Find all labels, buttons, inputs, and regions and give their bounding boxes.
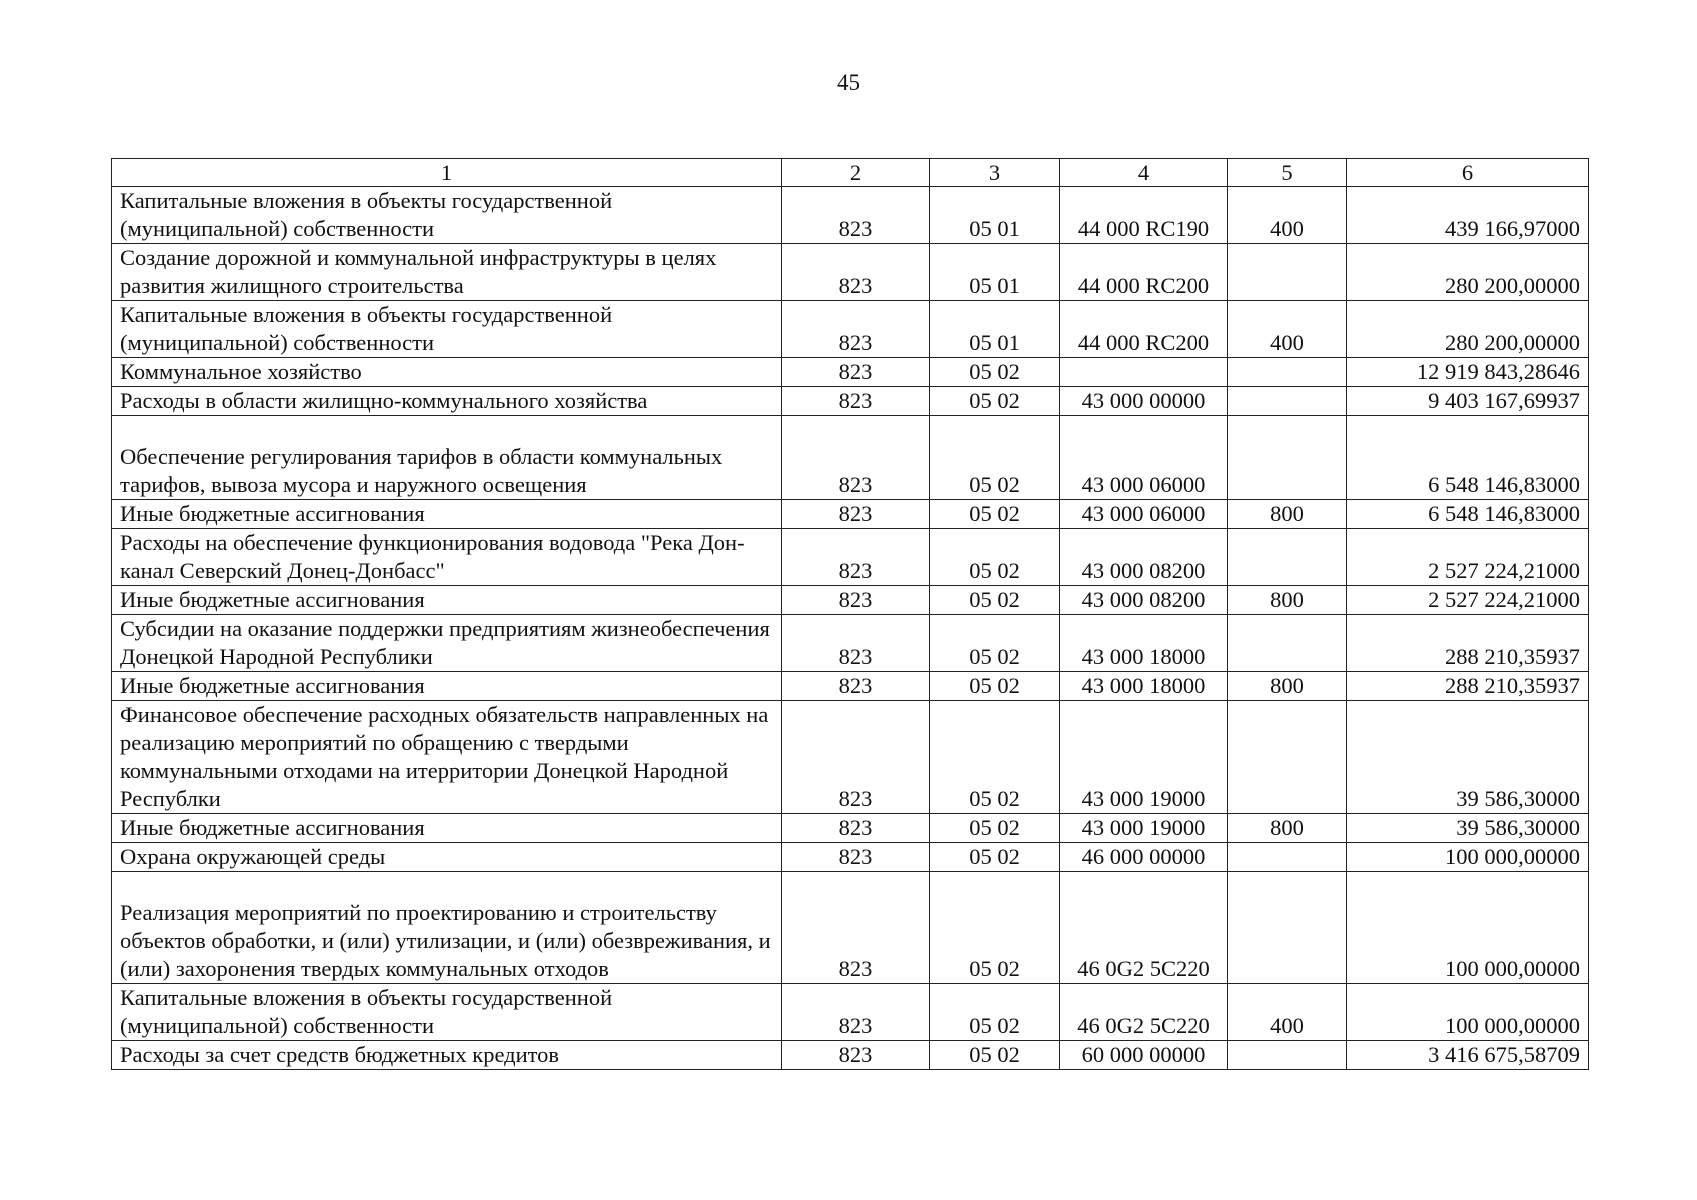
cell-expense-type <box>1228 387 1347 416</box>
cell-section: 05 02 <box>930 672 1060 701</box>
cell-name: Иные бюджетные ассигнования <box>112 672 782 701</box>
cell-amount: 39 586,30000 <box>1347 701 1589 814</box>
column-header-4: 4 <box>1060 159 1228 187</box>
cell-name: Обеспечение регулирования тарифов в области коммунальных тарифов, вывоза мусора и наружного освещения <box>112 416 782 500</box>
cell-target-code: 46 0G2 5C220 <box>1060 984 1228 1041</box>
cell-name: Финансовое обеспечение расходных обязательств направленных на реализацию мероприятий по обращению с твердыми коммунальными отходами на итерритории Донецкой Народной Республки <box>112 701 782 814</box>
cell-amount: 2 527 224,21000 <box>1347 529 1589 586</box>
cell-kfsr: 823 <box>782 984 930 1041</box>
cell-expense-type: 800 <box>1228 586 1347 615</box>
cell-expense-type <box>1228 843 1347 872</box>
cell-kfsr: 823 <box>782 586 930 615</box>
table-row <box>112 615 1589 672</box>
cell-target-code: 43 000 06000 <box>1060 416 1228 500</box>
table-row <box>112 416 1589 500</box>
cell-name: Расходы в области жилищно-коммунального хозяйства <box>112 387 782 416</box>
column-header-1: 1 <box>112 159 782 187</box>
cell-expense-type <box>1228 1041 1347 1070</box>
cell-section: 05 02 <box>930 843 1060 872</box>
cell-section: 05 02 <box>930 814 1060 843</box>
cell-expense-type <box>1228 701 1347 814</box>
cell-kfsr: 823 <box>782 1041 930 1070</box>
cell-target-code: 43 000 18000 <box>1060 615 1228 672</box>
cell-section: 05 02 <box>930 586 1060 615</box>
table-row <box>112 701 1589 814</box>
cell-name: Иные бюджетные ассигнования <box>112 814 782 843</box>
cell-amount: 439 166,97000 <box>1347 187 1589 244</box>
cell-target-code: 43 000 19000 <box>1060 701 1228 814</box>
cell-section: 05 01 <box>930 187 1060 244</box>
cell-target-code: 43 000 00000 <box>1060 387 1228 416</box>
cell-kfsr: 823 <box>782 416 930 500</box>
cell-section: 05 02 <box>930 416 1060 500</box>
table-row <box>112 872 1589 984</box>
cell-section: 05 02 <box>930 984 1060 1041</box>
cell-amount: 100 000,00000 <box>1347 872 1589 984</box>
cell-name: Коммунальное хозяйство <box>112 358 782 387</box>
cell-amount: 6 548 146,83000 <box>1347 500 1589 529</box>
cell-kfsr: 823 <box>782 529 930 586</box>
cell-expense-type <box>1228 244 1347 301</box>
cell-kfsr: 823 <box>782 814 930 843</box>
cell-section: 05 02 <box>930 529 1060 586</box>
table-row <box>112 187 1589 244</box>
cell-target-code: 43 000 08200 <box>1060 529 1228 586</box>
cell-name: Охрана окружающей среды <box>112 843 782 872</box>
cell-expense-type: 400 <box>1228 301 1347 358</box>
cell-target-code: 44 000 RC200 <box>1060 244 1228 301</box>
cell-section: 05 01 <box>930 244 1060 301</box>
cell-kfsr: 823 <box>782 301 930 358</box>
table-body <box>112 159 1589 1070</box>
cell-name: Капитальные вложения в объекты государственной (муниципальной) собственности <box>112 187 782 244</box>
table-row <box>112 843 1589 872</box>
cell-amount: 100 000,00000 <box>1347 984 1589 1041</box>
cell-kfsr: 823 <box>782 843 930 872</box>
cell-amount: 288 210,35937 <box>1347 615 1589 672</box>
column-header-5: 5 <box>1228 159 1347 187</box>
cell-name: Иные бюджетные ассигнования <box>112 500 782 529</box>
cell-amount: 3 416 675,58709 <box>1347 1041 1589 1070</box>
cell-target-code: 43 000 19000 <box>1060 814 1228 843</box>
cell-expense-type <box>1228 358 1347 387</box>
table-row <box>112 586 1589 615</box>
table-row <box>112 814 1589 843</box>
cell-name: Создание дорожной и коммунальной инфраструктуры в целях развития жилищного строительства <box>112 244 782 301</box>
cell-section: 05 01 <box>930 301 1060 358</box>
cell-amount: 39 586,30000 <box>1347 814 1589 843</box>
cell-target-code: 44 000 RC190 <box>1060 187 1228 244</box>
table-row <box>112 500 1589 529</box>
cell-section: 05 02 <box>930 500 1060 529</box>
cell-name: Капитальные вложения в объекты государственной (муниципальной) собственности <box>112 984 782 1041</box>
cell-section: 05 02 <box>930 872 1060 984</box>
cell-target-code <box>1060 358 1228 387</box>
cell-expense-type: 800 <box>1228 814 1347 843</box>
cell-name: Расходы на обеспечение функционирования водовода "Река Дон-канал Северский Донец-Донбасс" <box>112 529 782 586</box>
table-row <box>112 984 1589 1041</box>
cell-expense-type: 400 <box>1228 984 1347 1041</box>
table-row <box>112 301 1589 358</box>
cell-kfsr: 823 <box>782 500 930 529</box>
cell-kfsr: 823 <box>782 358 930 387</box>
column-header-3: 3 <box>930 159 1060 187</box>
table-row <box>112 672 1589 701</box>
cell-expense-type: 800 <box>1228 672 1347 701</box>
cell-amount: 280 200,00000 <box>1347 244 1589 301</box>
cell-section: 05 02 <box>930 701 1060 814</box>
table-row <box>112 1041 1589 1070</box>
cell-target-code: 43 000 08200 <box>1060 586 1228 615</box>
cell-amount: 6 548 146,83000 <box>1347 416 1589 500</box>
cell-section: 05 02 <box>930 387 1060 416</box>
cell-expense-type: 400 <box>1228 187 1347 244</box>
cell-expense-type: 800 <box>1228 500 1347 529</box>
cell-target-code: 43 000 18000 <box>1060 672 1228 701</box>
cell-kfsr: 823 <box>782 387 930 416</box>
budget-table <box>111 158 1589 1070</box>
cell-section: 05 02 <box>930 358 1060 387</box>
cell-target-code: 46 0G2 5C220 <box>1060 872 1228 984</box>
cell-expense-type <box>1228 416 1347 500</box>
table-header-row <box>112 159 1589 187</box>
cell-name: Иные бюджетные ассигнования <box>112 586 782 615</box>
cell-kfsr: 823 <box>782 701 930 814</box>
cell-amount: 288 210,35937 <box>1347 672 1589 701</box>
cell-kfsr: 823 <box>782 187 930 244</box>
cell-amount: 100 000,00000 <box>1347 843 1589 872</box>
cell-expense-type <box>1228 872 1347 984</box>
cell-amount: 280 200,00000 <box>1347 301 1589 358</box>
cell-kfsr: 823 <box>782 615 930 672</box>
cell-section: 05 02 <box>930 1041 1060 1070</box>
cell-kfsr: 823 <box>782 244 930 301</box>
column-header-2: 2 <box>782 159 930 187</box>
page-number: 45 <box>837 70 860 95</box>
cell-name: Капитальные вложения в объекты государственной (муниципальной) собственности <box>112 301 782 358</box>
cell-amount: 9 403 167,69937 <box>1347 387 1589 416</box>
cell-target-code: 44 000 RC200 <box>1060 301 1228 358</box>
cell-name: Реализация мероприятий по проектированию и строительству объектов обработки, и (или) утилизации, и (или) обезвреживания, и (или) захоронения твердых коммунальных отходов <box>112 872 782 984</box>
cell-section: 05 02 <box>930 615 1060 672</box>
cell-expense-type <box>1228 529 1347 586</box>
cell-kfsr: 823 <box>782 872 930 984</box>
cell-name: Субсидии на оказание поддержки предприятиям жизнеобеспечения Донецкой Народной Республики <box>112 615 782 672</box>
table-row <box>112 244 1589 301</box>
cell-amount: 12 919 843,28646 <box>1347 358 1589 387</box>
cell-target-code: 46 000 00000 <box>1060 843 1228 872</box>
table-row <box>112 358 1589 387</box>
cell-amount: 2 527 224,21000 <box>1347 586 1589 615</box>
cell-name: Расходы за счет средств бюджетных кредитов <box>112 1041 782 1070</box>
cell-target-code: 43 000 06000 <box>1060 500 1228 529</box>
column-header-6: 6 <box>1347 159 1589 187</box>
cell-target-code: 60 000 00000 <box>1060 1041 1228 1070</box>
table-row <box>112 387 1589 416</box>
cell-kfsr: 823 <box>782 672 930 701</box>
table-row <box>112 529 1589 586</box>
cell-expense-type <box>1228 615 1347 672</box>
